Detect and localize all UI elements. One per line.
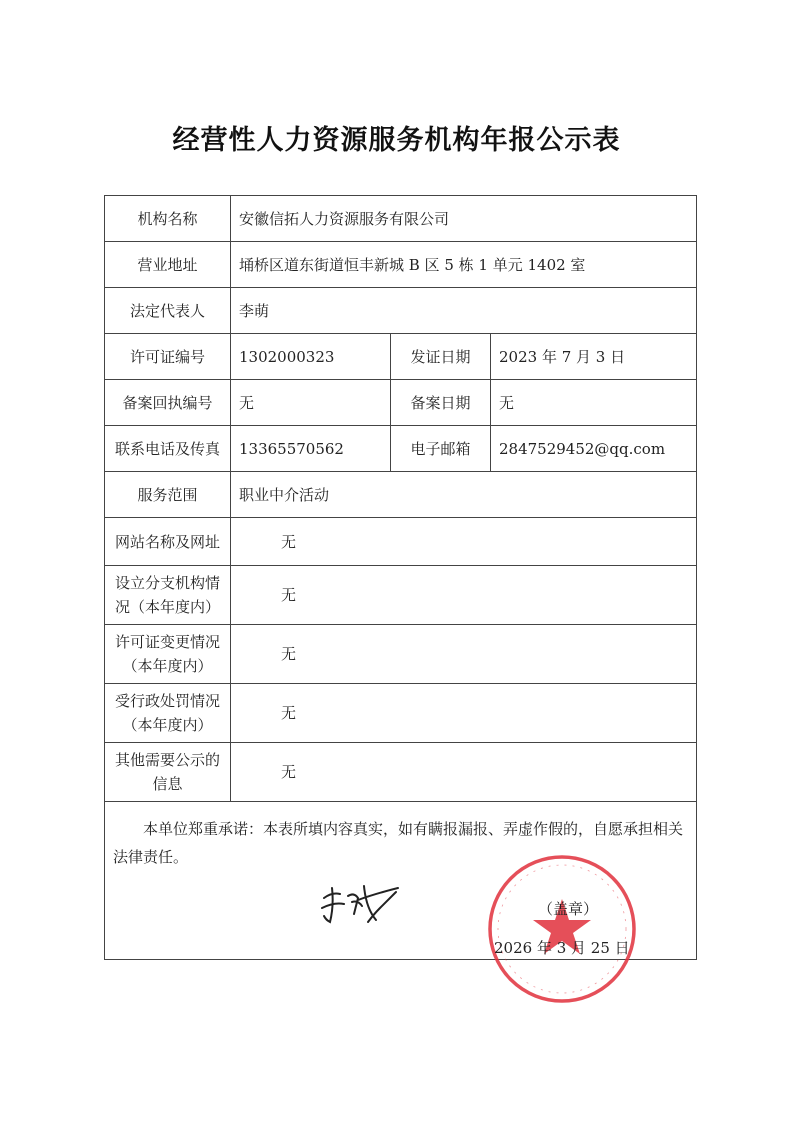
row-address [105,242,697,288]
seal-label: （盖章） [538,900,599,918]
row-license [105,334,697,380]
label-filing-no: 备案回执编号 [105,380,231,426]
row-legal-rep [105,288,697,334]
label-org-name: 机构名称 [105,196,231,242]
label-line: 受行政处罚情况 [114,692,220,710]
row-contact [105,426,697,472]
value-penalty: 无 [231,684,697,743]
row-org-name [105,196,697,242]
label-legal-rep: 法定代表人 [105,288,231,334]
label-email: 电子邮箱 [391,426,491,472]
label-line: 设立分支机构情 [114,574,220,592]
value-other: 无 [231,743,697,802]
value-scope: 职业中介活动 [231,472,697,518]
label-license-no: 许可证编号 [105,334,231,380]
promise-text: 本单位郑重承诺：本表所填内容真实，如有瞒报漏报、弄虚作假的，自愿承担相关法律责任。 [113,820,684,866]
company-seal [486,853,638,1005]
value-org-name: 安徽信拓人力资源服务有限公司 [231,196,697,242]
label-scope: 服务范围 [105,472,231,518]
label-other [105,743,231,802]
label-line: （本年度内） [122,657,213,675]
label-address: 营业地址 [105,242,231,288]
label-line: 许可证变更情况 [114,633,220,651]
value-issue-date: 2023 年 7 月 3 日 [491,334,697,380]
value-phone: 13365570562 [231,426,391,472]
label-issue-date: 发证日期 [391,334,491,380]
label-branches [105,566,231,625]
signature-image [318,878,408,928]
row-filing [105,380,697,426]
value-website: 无 [231,518,697,566]
row-other [105,743,697,802]
value-email: 2847529452@qq.com [491,426,697,472]
label-phone: 联系电话及传真 [105,426,231,472]
value-filing-date: 无 [491,380,697,426]
value-legal-rep: 李萌 [231,288,697,334]
row-website [105,518,697,566]
report-table [104,195,697,802]
label-line: （本年度内） [122,716,213,734]
value-license-change: 无 [231,625,697,684]
value-license-no: 1302000323 [231,334,391,380]
label-line: 其他需要公示的 [114,751,220,769]
label-penalty [105,684,231,743]
label-line: 况（本年度内） [114,598,220,616]
row-license-change [105,625,697,684]
row-scope [105,472,697,518]
value-filing-no: 无 [231,380,391,426]
sign-date: 2026 年 3 月 25 日 [494,939,630,957]
row-branches [105,566,697,625]
label-website: 网站名称及网址 [105,518,231,566]
label-license-change [105,625,231,684]
row-penalty [105,684,697,743]
label-filing-date: 备案日期 [391,380,491,426]
page-title: 经营性人力资源服务机构年报公示表 [172,125,621,156]
value-branches: 无 [231,566,697,625]
value-address: 埇桥区道东街道恒丰新城 B 区 5 栋 1 单元 1402 室 [231,242,697,288]
label-line: 信息 [152,775,183,793]
